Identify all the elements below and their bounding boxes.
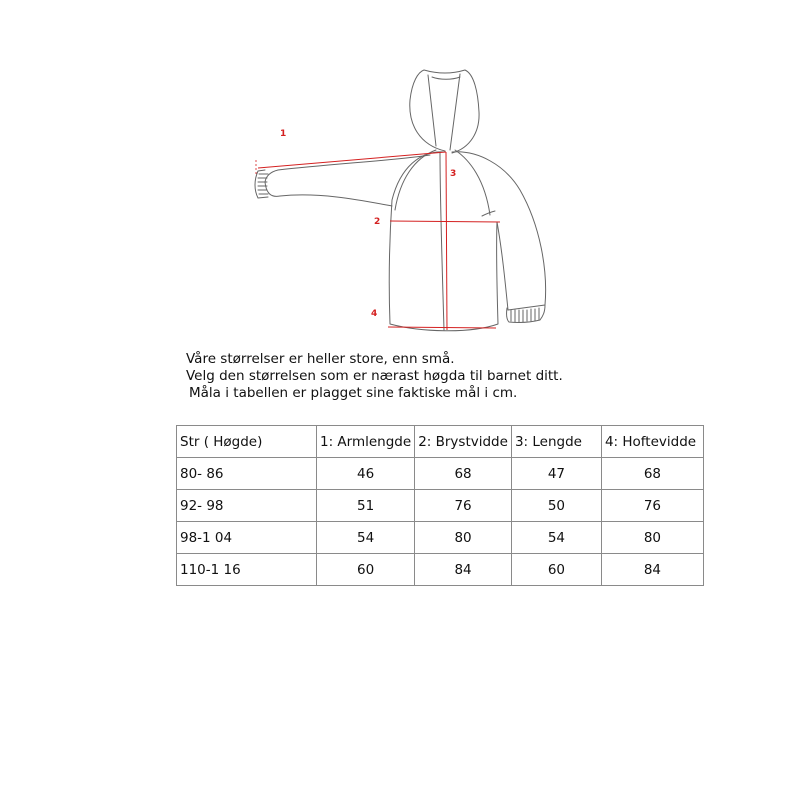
size-notes (186, 351, 563, 402)
armlength-cell: 46 (317, 458, 415, 490)
chest-cell: 84 (415, 554, 512, 586)
size-cell: 98-1 04 (177, 522, 317, 554)
length-cell: 47 (511, 458, 601, 490)
hip-cell: 76 (601, 490, 703, 522)
marker-4: 4 (371, 309, 378, 319)
armlength-line (258, 152, 446, 168)
note-line: Måla i tabellen er plagget sine faktiske mål i cm. (189, 385, 518, 401)
right-raglan-seam (455, 150, 490, 215)
marker-1: 1 (280, 129, 287, 139)
column-header-size: Str ( Høgde) (177, 426, 317, 458)
armlength-cell: 54 (317, 522, 415, 554)
hood-opening (428, 74, 460, 150)
table-row (177, 458, 704, 490)
marker-3: 3 (450, 169, 457, 179)
chest-cell: 68 (415, 458, 512, 490)
armlength-cell: 60 (317, 554, 415, 586)
size-cell: 110-1 16 (177, 554, 317, 586)
note-line: Våre størrelser er heller store, enn små. (186, 351, 455, 367)
right-sleeve-outline (452, 152, 546, 310)
column-header-armlength: 1: Armlengde (317, 426, 415, 458)
column-header-hip: 4: Hoftevidde (601, 426, 703, 458)
hip-cell: 84 (601, 554, 703, 586)
hood-outline (410, 70, 479, 153)
chest-line (390, 221, 500, 222)
column-header-chest: 2: Brystvidde (415, 426, 512, 458)
length-cell: 60 (511, 554, 601, 586)
column-header-length: 3: Lengde (511, 426, 601, 458)
jacket-measurement-diagram (0, 0, 800, 345)
size-table (176, 425, 704, 586)
left-raglan-seam (395, 150, 436, 210)
hip-line (388, 327, 496, 328)
marker-2: 2 (374, 217, 381, 227)
length-line (446, 152, 447, 330)
table-row (177, 522, 704, 554)
table-row (177, 490, 704, 522)
chest-cell: 80 (415, 522, 512, 554)
hip-cell: 80 (601, 522, 703, 554)
table-header-row (177, 426, 704, 458)
armlength-cell: 51 (317, 490, 415, 522)
hip-cell: 68 (601, 458, 703, 490)
front-seam (440, 152, 444, 330)
length-cell: 50 (511, 490, 601, 522)
size-cell: 92- 98 (177, 490, 317, 522)
size-cell: 80- 86 (177, 458, 317, 490)
chest-cell: 76 (415, 490, 512, 522)
length-cell: 54 (511, 522, 601, 554)
left-sleeve-outline (265, 155, 430, 206)
table-row (177, 554, 704, 586)
note-line: Velg den størrelsen som er nærast høgda til barnet ditt. (186, 368, 563, 384)
